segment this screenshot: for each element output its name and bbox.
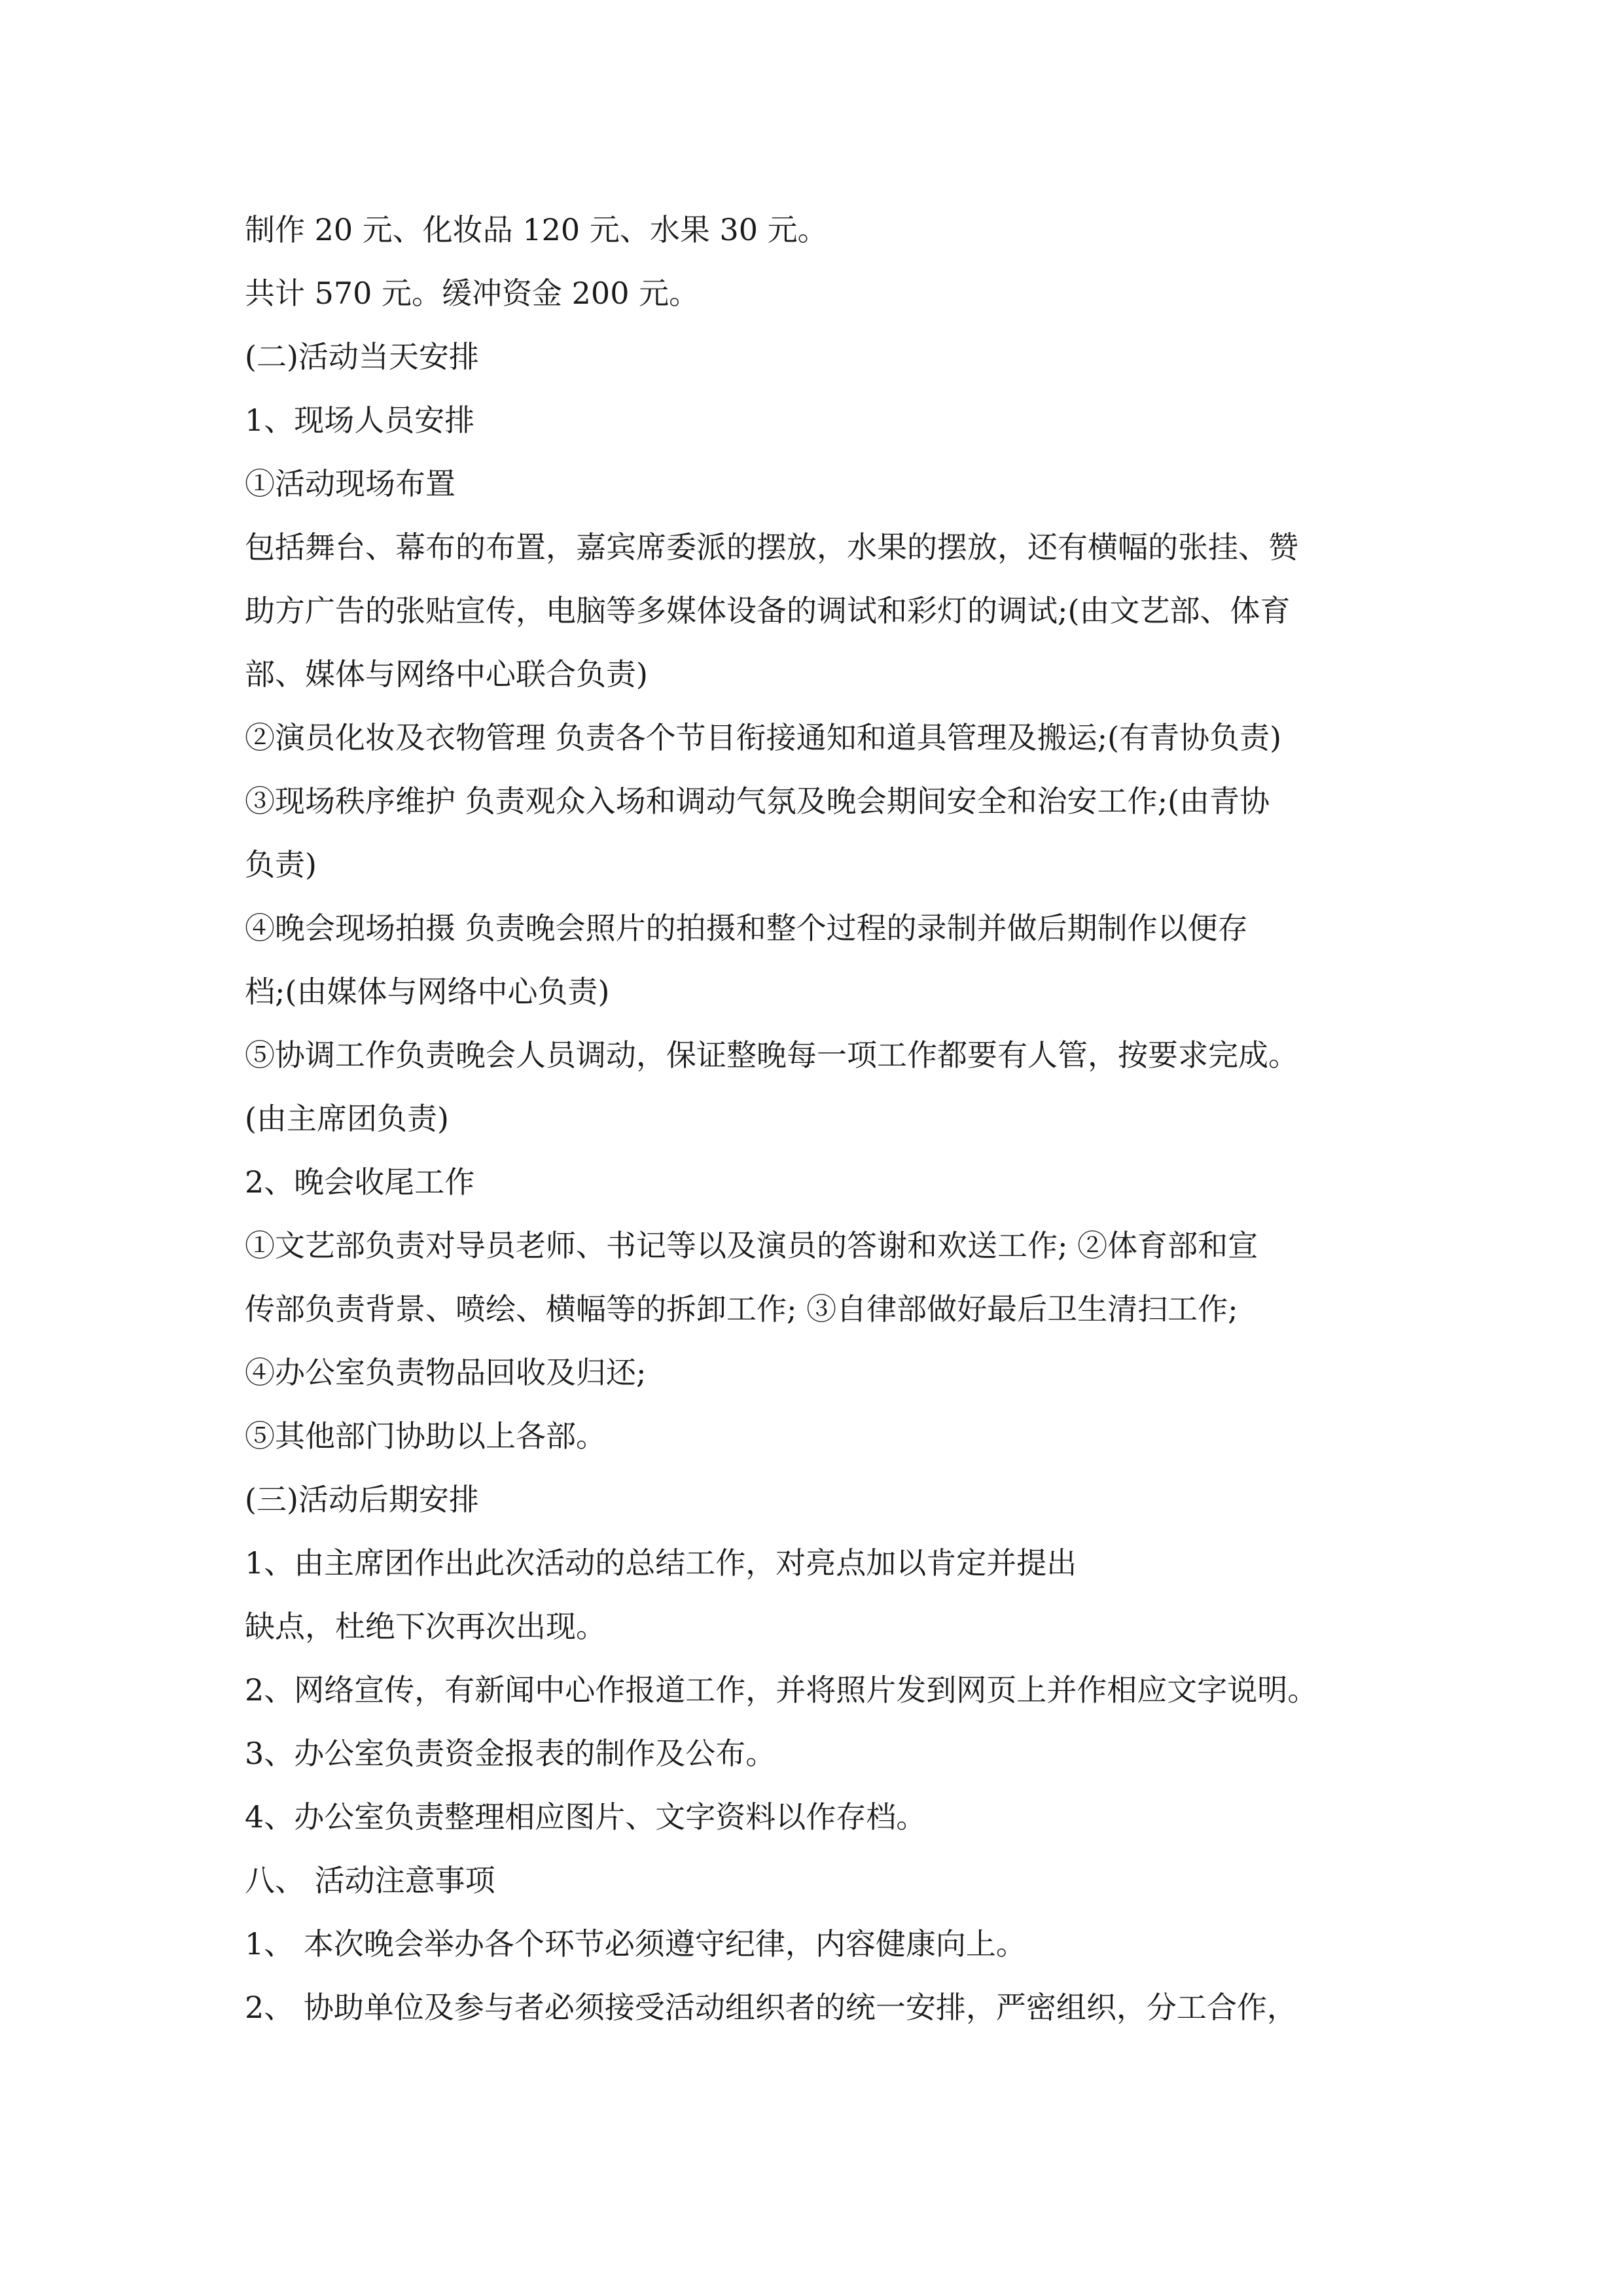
subsection-heading: 2、晚会收尾工作	[245, 1164, 475, 1200]
list-item: ③现场秩序维护 负责观众入场和调动气氛及晚会期间安全和治安工作;(由青协	[245, 783, 1270, 819]
text-line: 传部负责背景、喷绘、横幅等的拆卸工作; ③自律部做好最后卫生清扫工作;	[245, 1291, 1238, 1327]
section-heading: (三)活动后期安排	[245, 1482, 479, 1517]
text-line: 制作 20 元、化妆品 120 元、水果 30 元。	[245, 212, 828, 247]
list-item: 3、办公室负责资金报表的制作及公布。	[245, 1736, 776, 1771]
text-line: 部、媒体与网络中心联合负责)	[245, 656, 648, 692]
section-heading: (二)活动当天安排	[245, 339, 479, 374]
list-item: ②演员化妆及衣物管理 负责各个节目衔接通知和道具管理及搬运;(有青协负责)	[245, 720, 1282, 755]
text-line: 助方广告的张贴宣传，电脑等多媒体设备的调试和彩灯的调试;(由文艺部、体育	[245, 593, 1291, 628]
text-line: (由主席团负责)	[245, 1101, 449, 1136]
list-item: 2、网络宣传，有新闻中心作报道工作，并将照片发到网页上并作相应文字说明。	[245, 1672, 1318, 1708]
list-item: ①文艺部负责对导员老师、书记等以及演员的答谢和欢送工作; ②体育部和宣	[245, 1228, 1258, 1263]
list-item: ④晚会现场拍摄 负责晚会照片的拍摄和整个过程的录制并做后期制作以便存	[245, 910, 1248, 946]
document-body	[245, 198, 1397, 2039]
subsection-heading: 1、现场人员安排	[245, 403, 475, 438]
list-item: 1、 本次晚会举办各个环节必须遵守纪律，内容健康向上。	[245, 1926, 1026, 1962]
list-item: ①活动现场布置	[245, 466, 455, 501]
list-item: 1、由主席团作出此次活动的总结工作，对亮点加以肯定并提出	[245, 1545, 1077, 1581]
text-line: 缺点，杜绝下次再次出现。	[245, 1609, 606, 1644]
text-line: 包括舞台、幕布的布置，嘉宾席委派的摆放，水果的摆放，还有横幅的张挂、赞	[245, 529, 1298, 565]
list-item: ⑤协调工作负责晚会人员调动，保证整晚每一项工作都要有人管，按要求完成。	[245, 1037, 1298, 1073]
text-line: 共计 570 元。缓冲资金 200 元。	[245, 276, 700, 311]
list-item: 2、 协助单位及参与者必须接受活动组织者的统一安排，严密组织，分工合作，	[245, 1990, 1297, 2025]
list-item: ④办公室负责物品回收及归还;	[245, 1355, 647, 1390]
text-line: 负责)	[245, 847, 317, 882]
list-item: ⑤其他部门协助以上各部。	[245, 1418, 606, 1454]
section-heading: 八、 活动注意事项	[245, 1863, 495, 1898]
list-item: 4、办公室负责整理相应图片、文字资料以作存档。	[245, 1799, 927, 1835]
text-line: 档;(由媒体与网络中心负责)	[245, 974, 610, 1009]
